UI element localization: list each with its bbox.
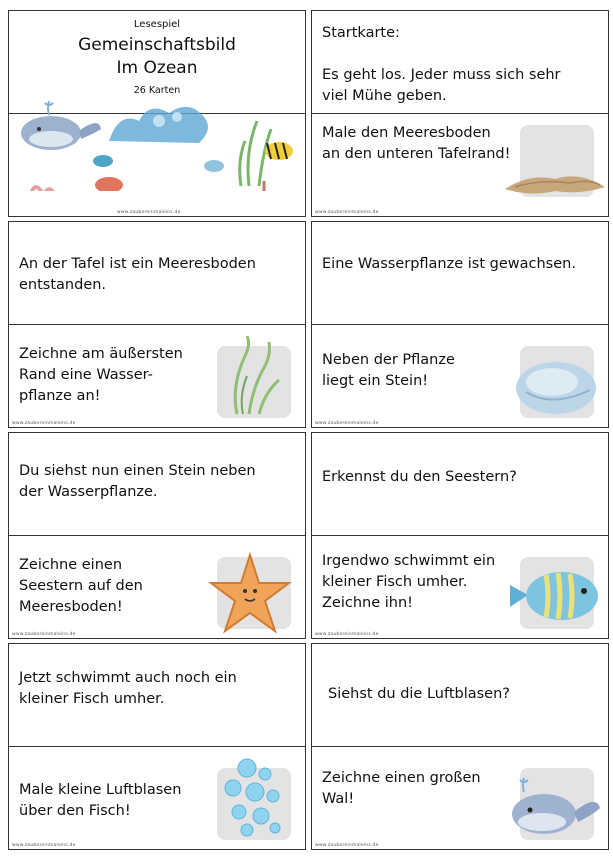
- title-card-count: 26 Karten: [133, 85, 181, 96]
- whale-icon: [504, 770, 604, 842]
- website-footer: www.zaubereinmaleins.de: [315, 843, 379, 848]
- card-question: Startkarte:: [322, 25, 400, 41]
- reading-card: [8, 221, 306, 428]
- image-frame: [520, 557, 594, 629]
- image-frame: [520, 125, 594, 197]
- website-footer: www.zaubereinmaleins.de: [117, 210, 181, 215]
- image-frame: [520, 346, 594, 418]
- card-question-line2: Es geht los. Jeder muss sich sehr viel Mühe geben.: [322, 67, 561, 104]
- card-answer: Zeichne einen Seestern auf den Meeresboden!: [19, 557, 143, 615]
- card-divider: [9, 324, 305, 325]
- website-footer: www.zaubereinmaleins.de: [12, 421, 76, 426]
- card-question: An der Tafel ist ein Meeresboden entstanden.: [19, 256, 256, 293]
- card-question: Eine Wasserpflanze ist gewachsen.: [322, 256, 576, 272]
- image-frame: [520, 768, 594, 840]
- card-divider: [312, 324, 608, 325]
- reading-card: [311, 10, 609, 217]
- website-footer: www.zaubereinmaleins.de: [315, 421, 379, 426]
- image-frame: [217, 768, 291, 840]
- title-card-title: Gemeinschaftsbild: [78, 35, 236, 55]
- reading-card: [311, 221, 609, 428]
- reading-card: [311, 432, 609, 639]
- seabed-icon: [500, 161, 610, 201]
- card-divider: [312, 113, 608, 114]
- title-card-label: Lesespiel: [133, 19, 181, 30]
- ocean-illustration: [9, 81, 305, 191]
- starfish-icon: [205, 551, 295, 637]
- card-answer: Zeichne am äußersten Rand eine Wasser-pflanze an!: [19, 346, 183, 404]
- website-footer: www.zaubereinmaleins.de: [12, 632, 76, 637]
- card-answer: Male kleine Luftblasen über den Fisch!: [19, 782, 182, 819]
- card-question: Jetzt schwimmt auch noch ein kleiner Fisch umher.: [19, 670, 237, 707]
- reading-card: [8, 643, 306, 850]
- image-frame: [217, 557, 291, 629]
- reading-card: [311, 643, 609, 850]
- website-footer: www.zaubereinmaleins.de: [12, 843, 76, 848]
- card-question: Du siehst nun einen Stein neben der Wasserpflanze.: [19, 463, 256, 500]
- card-divider: [9, 535, 305, 536]
- seaweed-icon: [217, 336, 291, 416]
- fish-icon: [506, 565, 606, 625]
- card-question: Siehst du die Luftblasen?: [328, 686, 510, 702]
- card-question: Erkennst du den Seestern?: [322, 469, 517, 485]
- card-divider: [312, 535, 608, 536]
- website-footer: www.zaubereinmaleins.de: [315, 632, 379, 637]
- card-answer: Irgendwo schwimmt ein kleiner Fisch umher. Zeichne ihn!: [322, 553, 496, 611]
- bubbles-icon: [217, 758, 287, 838]
- card-answer: Zeichne einen großen Wal!: [322, 770, 481, 807]
- card-answer: Neben der Pflanze liegt ein Stein!: [322, 352, 455, 389]
- reading-card: [8, 432, 306, 639]
- website-footer: www.zaubereinmaleins.de: [315, 210, 379, 215]
- title-card: [8, 10, 306, 217]
- card-answer: Male den Meeresboden an den unteren Tafelrand!: [322, 125, 511, 162]
- card-divider: [9, 746, 305, 747]
- stone-icon: [512, 352, 602, 422]
- title-card-subtitle: Im Ozean: [116, 58, 198, 78]
- card-divider: [312, 746, 608, 747]
- image-frame: [217, 346, 291, 418]
